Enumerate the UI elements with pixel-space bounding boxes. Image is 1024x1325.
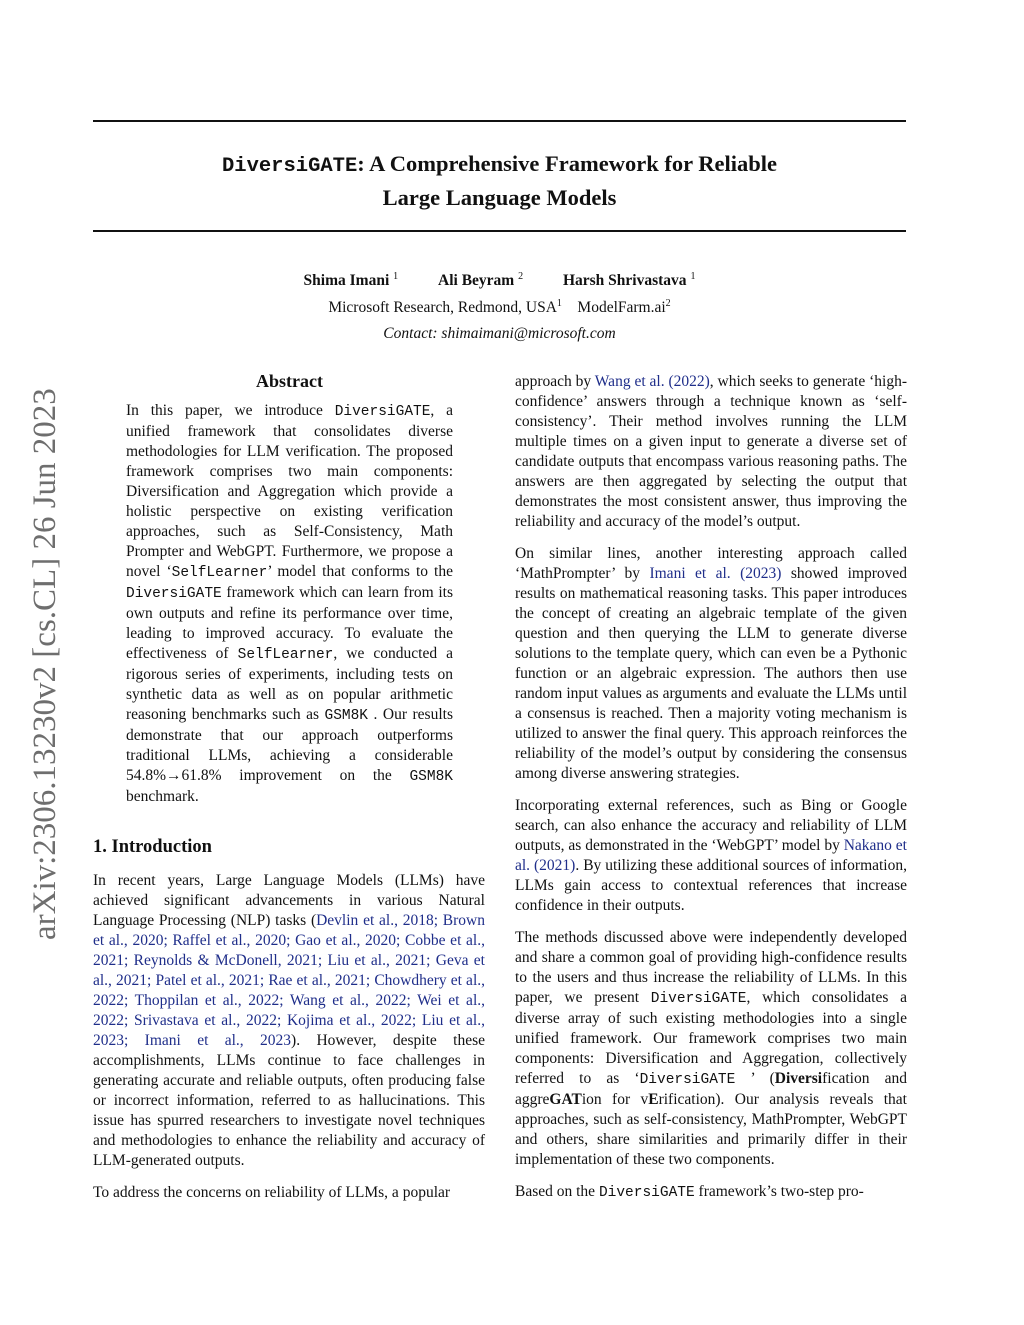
citation-link[interactable]: Nakano et al. (2021) (515, 837, 907, 874)
paper-title (93, 148, 906, 213)
citation-link[interactable]: Devlin et al., 2018; Brown et al., 2020; Raffel et al., 2020; Gao et al., 2020; Cobbe et al., 2021; Reynolds & McDonell, 2021; Liu et al., 2021; Geva et al., 2021; Patel et al., 2021; Rae et al., 2021; Chowdhery et al., 2022; Thoppilan et al., 2022; Wang et al., 2022; Wei et al., 2022; Srivastava et al., 2022; Kojima et al., 2022; Liu et al., 2023; Imani et al., 2023 (93, 912, 485, 1049)
citation-link[interactable]: Wang et al. (2022) (594, 373, 710, 390)
abstract-text: In this paper, we introduce DiversiGATE, a unified framework that consolidates diverse methodologies for LLM verification. The proposed framework comprises two main components: Diversification and Aggregation which provide a holistic perspective on existing verification approaches, such as Self-Consistency, Math Prompter and WebGPT. Furthermore, we propose a novel ‘SelfLearner’ model that conforms to the DiversiGATE framework which can learn from its own outputs and refine its performance over time, leading to improved accuracy. To evaluate the effectiveness of SelfLearner, we conducted a rigorous series of experiments, including tests on synthetic data as well as on popular arithmetic reasoning benchmarks such as GSM8K . Our results demonstrate that our approach outperforms traditional LLMs, achieving a considerable 54.8%→61.8% improvement on the GSM8K benchmark. (126, 402, 453, 805)
paragraph: In recent years, Large Language Models (LLMs) have achieved significant advancements in various Natural Language Processing (NLP) tasks (Devlin et al., 2018; Brown et al., 2020; Raffel et al., 2020; Gao et al., 2020; Cobbe et al., 2021; Reynolds & McDonell, 2021; Liu et al., 2021; Geva et al., 2021; Patel et al., 2021; Rae et al., 2021; Chowdhery et al., 2022; Thoppilan et al., 2022; Wang et al., 2022; Wei et al., 2022; Srivastava et al., 2022; Kojima et al., 2022; Liu et al., 2023; Imani et al., 2023). However, despite these accomplishments, LLMs continue to face challenges in generating accurate and reliable outputs, often producing false or incorrect information, referred to as hallucinations. This issue has spurred researchers to investigate novel techniques and methodologies to enhance the reliability and accuracy of LLM-generated outputs. (93, 872, 485, 1169)
introduction-section (93, 835, 485, 1215)
title-line-1: : A Comprehensive Framework for Reliable (357, 151, 778, 176)
paragraph: On similar lines, another interesting approach called ‘MathPrompter’ by Imani et al. (2023) showed improved results on mathematical reasoning tasks. This paper introduces the concept of creating an algebraic template of the given question and then querying the LLM to generate diverse solutions to the template query, which can even be a Pythonic function or an algebraic expression. The authors then use random input values as arguments and evaluate the LLMs until a consensus is reached. Then a majority voting mechanism is utilized to answer the final query. This approach reinforces the reliability of the model’s output by considering the consensus among diverse answering strategies. (515, 545, 907, 782)
right-column (515, 372, 907, 1215)
author-block (93, 265, 906, 345)
paragraph: Incorporating external references, such as Bing or Google search, can also enhance the accuracy and reliability of LLM outputs, as demonstrated in the ‘WebGPT’ model by Nakano et al. (2021). By utilizing these additional sources of information, LLMs gain access to contextual references that increase confidence in their outputs. (515, 797, 907, 914)
title-rule-bottom (93, 230, 906, 232)
affiliation: $ModelFarm.ai^2$ (577, 298, 671, 317)
contact-email: Contact: shimaimani@microsoft.com (383, 325, 616, 343)
author-name: Ali Beyram $^2$ (438, 271, 524, 290)
paragraph: approach by Wang et al. (2022), which seeks to generate ‘high-confidence’ answers through a technique known as ‘self-consistency’. Their method involves running the LLM multiple times on a given input to generate a diverse set of candidate outputs that encompass various reasoning paths. The answers are then aggregated by selecting the output that demonstrates the most consistent answer, thus improving the reliability and accuracy of the model’s output. (515, 373, 907, 530)
citation-link[interactable]: Imani et al. (2023) (649, 565, 782, 582)
title-rule-top (93, 120, 906, 122)
title-line-2: Large Language Models (382, 185, 617, 210)
author-list (93, 265, 906, 292)
paragraph: The methods discussed above were independently developed and share a common goal of providing high-confidence results to the users and thus increase the reliability of LLMs. In this paper, we present DiversiGATE, which consolidates a diverse array of such existing methodologies into a single unified framework. Our framework comprises two main components: Diversification and Aggregation, collectively referred to as ‘DiversiGATE ’ (Diversification and aggreGATion for vErification). Our analysis reveals that approaches, such as self-consistency, MathPrompter, WebGPT and others, share similarities and primarily differ in their implementation of these two components. (515, 929, 907, 1168)
title-system-name: DiversiGATE (221, 155, 358, 178)
author-name: Harsh Shrivastava $^1$ (562, 271, 696, 290)
affiliations (93, 292, 906, 319)
arxiv-identifier-stamp: arXiv:2306.13230v2 [cs.CL] 26 Jun 2023 (27, 388, 63, 940)
author-name: Shima Imani $^1$ (303, 271, 399, 290)
abstract-section (126, 369, 453, 807)
section-heading: 1. Introduction (93, 837, 212, 857)
abstract-heading: Abstract (256, 371, 323, 391)
paragraph: To address the concerns on reliability of LLMs, a popular (93, 1184, 451, 1201)
paragraph: Based on the DiversiGATE framework’s two-step pro- (515, 1183, 864, 1201)
affiliation: Microsoft Research, Redmond, USA$^1$ (328, 298, 562, 317)
